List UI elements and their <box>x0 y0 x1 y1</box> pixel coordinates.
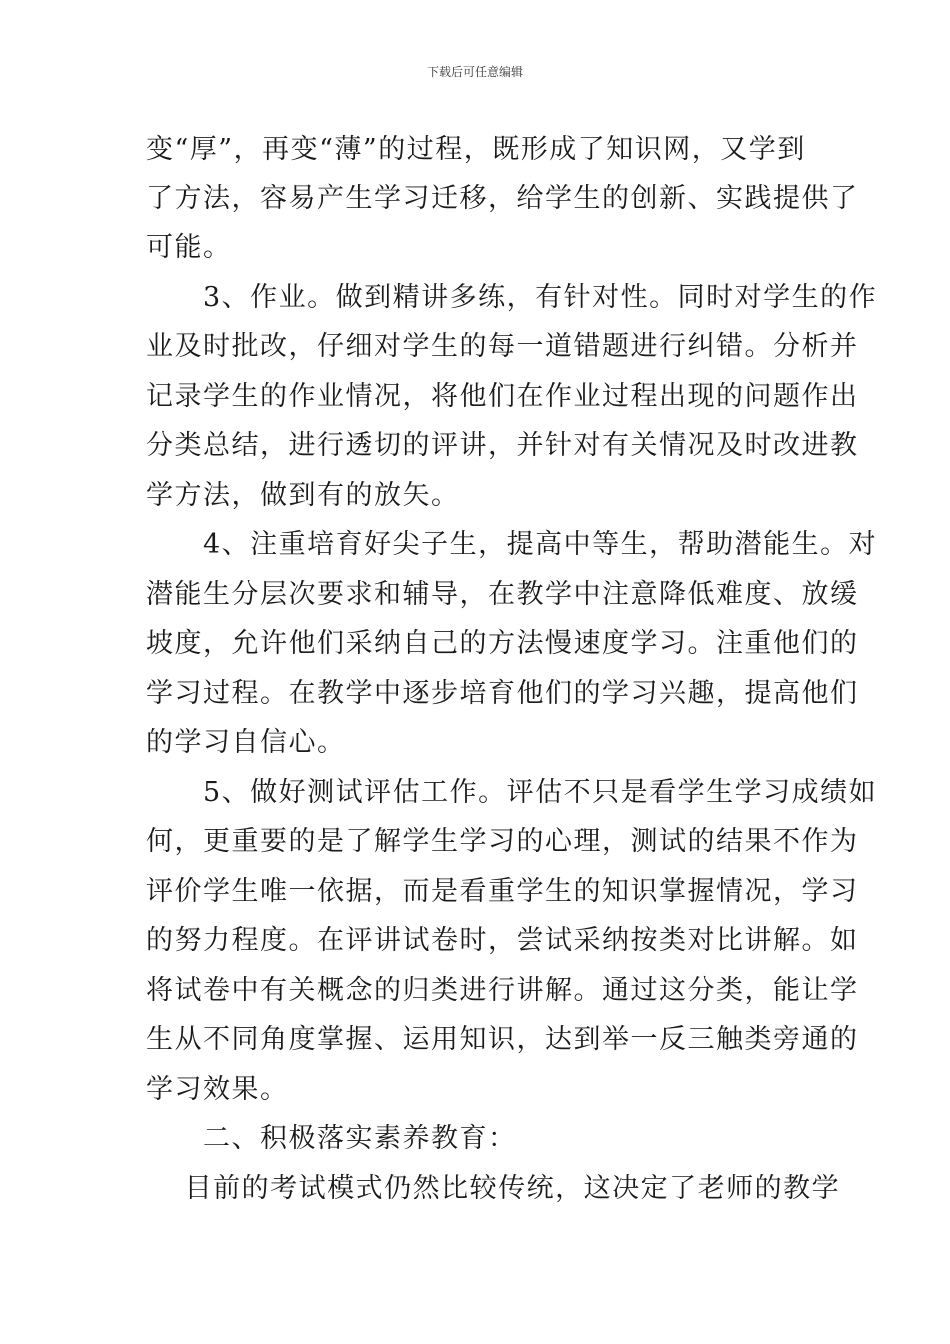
text-line: 学方法，做到有的放矢。 <box>146 480 460 511</box>
text-line: 的学习自信心。 <box>146 727 346 758</box>
text-line: 评价学生唯一依据，而是看重学生的知识掌握情况，学习 <box>146 876 859 907</box>
text-line: 何，更重要的是了解学生学习的心理，测试的结果不作为 <box>146 826 859 857</box>
text-line: 潜能生分层次要求和辅导，在教学中注意降低难度、放缓 <box>146 579 859 610</box>
text-line: 坡度，允许他们采纳自己的方法慢速度学习。注重他们的 <box>146 628 859 659</box>
text-line: 4、注重培育好尖子生，提高中等生，帮助潜能生。对 <box>146 529 878 560</box>
text-line: 的努力程度。在评讲试卷时，尝试采纳按类对比讲解。如 <box>146 925 859 956</box>
text-line: 将试卷中有关概念的归类进行讲解。通过这分类，能让学 <box>146 975 859 1006</box>
text-line: 业及时批改，仔细对学生的每一道错题进行纠错。分析并 <box>146 331 859 362</box>
text-line: 了方法，容易产生学习迁移，给学生的创新、实践提供了 <box>146 183 859 214</box>
text-line: 5、做好测试评估工作。评估不只是看学生学习成绩如 <box>146 777 878 808</box>
text-line: 目前的考试模式仍然比较传统，这决定了老师的教学 <box>146 1173 841 1204</box>
text-line: 可能。 <box>146 232 232 263</box>
text-line: 学习效果。 <box>146 1074 289 1105</box>
text-line: 变“厚”，再变“薄”的过程，既形成了知识网，又学到 <box>146 134 806 165</box>
text-line: 分类总结，进行透切的评讲，并针对有关情况及时改进教 <box>146 430 859 461</box>
text-line: 记录学生的作业情况，将他们在作业过程出现的问题作出 <box>146 381 859 412</box>
text-line: 学习过程。在教学中逐步培育他们的学习兴趣，提高他们 <box>146 678 859 709</box>
text-line: 二、积极落实素养教育： <box>146 1123 517 1154</box>
text-line: 生从不同角度掌握、运用知识，达到举一反三触类旁通的 <box>146 1024 859 1055</box>
text-line: 3、作业。做到精讲多练，有针对性。同时对学生的作 <box>146 282 878 313</box>
page-header: 下载后可任意编辑 <box>426 65 523 79</box>
